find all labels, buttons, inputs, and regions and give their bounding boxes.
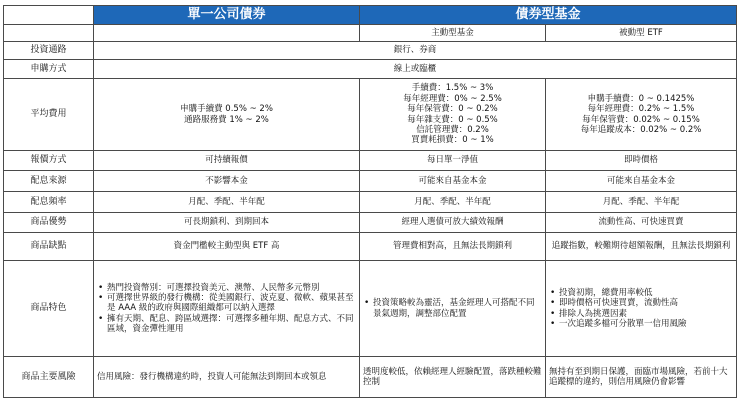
passive-cell: 流動性高、可快速買賣 — [546, 213, 737, 233]
fee-line: 每年保管費：0 ~ 0.2% — [407, 104, 498, 115]
row-label: 配息來源 — [4, 171, 94, 192]
feature-item: • 一次追蹤多檔可分散單一信用風險 — [559, 319, 733, 329]
bond-cell: 信用風險：發行機構違約時，投資人可能無法到期回本或領息 — [94, 357, 360, 398]
passive-cell: 即時價格 — [546, 151, 737, 171]
active-features-cell — [360, 261, 546, 357]
passive-features-cell — [546, 261, 737, 357]
empty-cell — [4, 25, 94, 42]
fee-line: 手續費：1.5% ~ 3% — [411, 83, 494, 94]
feature-item: • 即時價格可快速買賣，流動性高 — [559, 298, 733, 308]
bond-cell: 資金門檻較主動型與 ETF 高 — [94, 233, 360, 261]
feature-item: • 熱門投資幣別：可選擇投資美元、澳幣、人民幣多元幣別 — [107, 283, 356, 293]
fee-line: 每年保管費：0.02% ~ 0.15% — [582, 114, 700, 125]
fee-line: 每年雜支費：0 ~ 0.5% — [407, 114, 498, 125]
channel-value: 銀行、券商 — [94, 42, 737, 60]
row-label: 配息頻率 — [4, 192, 94, 213]
row-label: 平均費用 — [4, 79, 94, 151]
bond-features-cell — [94, 261, 360, 357]
active-cell: 管理費相對高，且無法長期鎖利 — [360, 233, 546, 261]
row-label: 申購方式 — [4, 60, 94, 79]
bond-header: 單一公司債券 — [94, 6, 360, 25]
fee-line: 每年經理費：0.2% ~ 1.5% — [587, 104, 695, 115]
active-cell: 透明度較低，依賴經理人經驗配置，落跌種較難控制 — [360, 357, 546, 398]
active-cell: 每日單一淨值 — [360, 151, 546, 171]
passive-cell: 可能來自基金本金 — [546, 171, 737, 192]
empty-cell — [94, 25, 360, 42]
feature-item: • 投資策略較為靈活，基金經理人可搭配不同景氣週期，調整部位配置 — [373, 298, 542, 319]
active-cell: 月配、季配、半年配 — [360, 192, 546, 213]
active-cell: 可能來自基金本金 — [360, 171, 546, 192]
row-label: 商品優勢 — [4, 213, 94, 233]
fee-line: 買賣耗損費：0 ~ 1% — [411, 135, 494, 146]
passive-etf-subheader: 被動型 ETF — [546, 25, 737, 42]
row-label: 商品特色 — [4, 261, 94, 357]
comparison-table — [3, 5, 737, 398]
fee-line: 信託管理費：0.2% — [416, 124, 489, 135]
header-row — [4, 6, 737, 25]
table-row — [4, 79, 737, 151]
table-row — [4, 233, 737, 261]
fee-line: 申購手續費 0.5% ~ 2% — [180, 104, 273, 115]
active-fees-cell — [360, 79, 546, 151]
fee-line: 通路服務費 1% ~ 2% — [184, 114, 269, 125]
table-row — [4, 42, 737, 60]
subheader-row — [4, 25, 737, 42]
table-row — [4, 213, 737, 233]
row-label: 商品主要風險 — [4, 357, 94, 398]
feature-item: • 擁有天期、配息、跨區域選擇：可選擇多種年期、配息方式、不同區域，資金彈性運用 — [107, 314, 356, 335]
table-row — [4, 151, 737, 171]
passive-fees-cell — [546, 79, 737, 151]
bond-cell: 不影響本金 — [94, 171, 360, 192]
active-fund-subheader: 主動型基金 — [360, 25, 546, 42]
feature-item: • 排除人為挑選因素 — [559, 309, 733, 319]
table-row — [4, 171, 737, 192]
row-label: 投資通路 — [4, 42, 94, 60]
active-cell: 經理人選債可放大績效報酬 — [360, 213, 546, 233]
table-row — [4, 357, 737, 398]
bond-fees-cell — [94, 79, 360, 151]
passive-cell: 追蹤指數，較難期待超額報酬，且無法長期鎖利 — [546, 233, 737, 261]
fee-line: 每年經理費：0% ~ 2.5% — [403, 93, 502, 104]
bond-cell: 月配、季配、半年配 — [94, 192, 360, 213]
fund-header: 債券型基金 — [360, 6, 737, 25]
corner-cell — [4, 6, 94, 25]
bond-cell: 可長期鎖利、到期回本 — [94, 213, 360, 233]
fee-line: 申購手續費：0 ~ 0.1425% — [587, 93, 695, 104]
row-label: 報價方式 — [4, 151, 94, 171]
table-row — [4, 60, 737, 79]
passive-cell: 無持有至到期日保護，面臨市場風險，若前十大追蹤標的違約，則信用風險仍會影響 — [546, 357, 737, 398]
row-label: 商品缺點 — [4, 233, 94, 261]
method-value: 線上或臨櫃 — [94, 60, 737, 79]
feature-item: • 投資初期，總費用率較低 — [559, 288, 733, 298]
bond-cell: 可持續報價 — [94, 151, 360, 171]
fee-line: 每年追蹤成本：0.02% ~ 0.2% — [580, 124, 702, 135]
table-row — [4, 192, 737, 213]
feature-item: • 可選擇世界級的發行機構：從美國銀行、波克夏、微軟、蘋果甚至是 AAA 級的政府與國際組織都可以納入選擇 — [107, 293, 356, 314]
passive-cell: 月配、季配、半年配 — [546, 192, 737, 213]
table-row — [4, 261, 737, 357]
